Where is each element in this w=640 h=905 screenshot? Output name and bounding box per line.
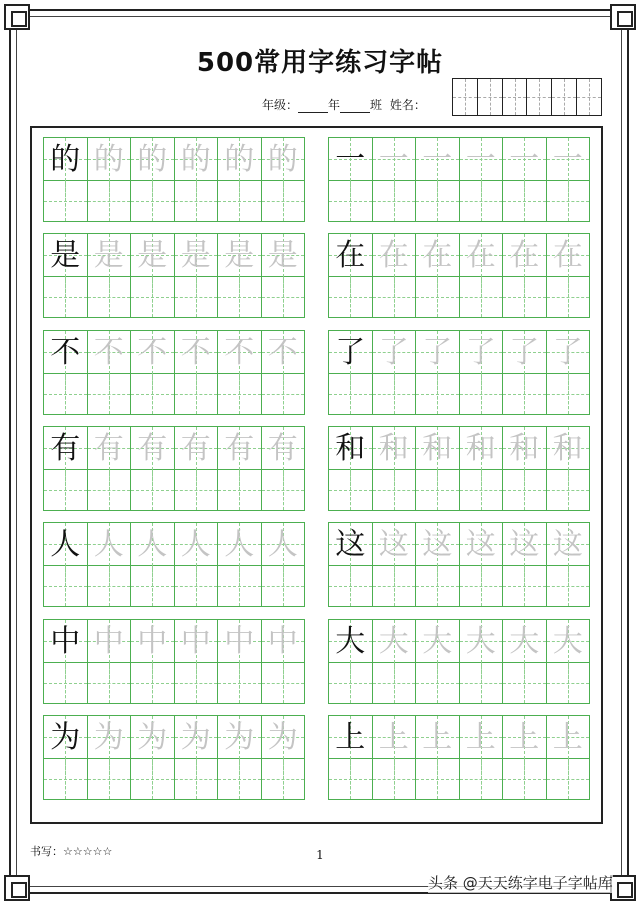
trace-character-cell[interactable]	[503, 234, 547, 317]
model-character: 在	[335, 238, 366, 273]
trace-character-cell[interactable]	[88, 716, 132, 799]
student-info-line	[262, 96, 426, 113]
class-label: 班	[370, 98, 383, 112]
trace-character: 一	[422, 142, 453, 177]
trace-character-cell[interactable]	[262, 716, 305, 799]
trace-character-cell[interactable]	[218, 331, 262, 414]
model-character-cell[interactable]	[329, 331, 373, 414]
trace-character-cell[interactable]	[460, 427, 504, 510]
trace-character-cell[interactable]	[460, 234, 504, 317]
trace-character: 中	[267, 624, 298, 659]
trace-character: 和	[422, 431, 453, 466]
trace-character: 的	[180, 142, 211, 177]
trace-character: 不	[267, 335, 298, 370]
model-character: 有	[50, 431, 81, 466]
practice-row-了	[328, 330, 590, 415]
trace-character: 在	[465, 238, 496, 273]
trace-character: 这	[378, 527, 409, 562]
grade-blank[interactable]	[298, 100, 328, 113]
trace-character: 这	[552, 527, 583, 562]
trace-character: 不	[224, 335, 255, 370]
trace-character: 上	[552, 720, 583, 755]
corner-ornament-top-left	[4, 4, 30, 30]
model-character-cell[interactable]	[44, 523, 88, 606]
trace-character: 为	[267, 720, 298, 755]
trace-character-cell[interactable]	[460, 716, 504, 799]
trace-character: 有	[180, 431, 211, 466]
trace-character: 中	[137, 624, 168, 659]
model-character-cell[interactable]	[44, 427, 88, 510]
trace-character-cell[interactable]	[460, 138, 504, 221]
trace-character-cell[interactable]	[262, 620, 305, 703]
practice-row-这	[328, 522, 590, 607]
trace-character-cell[interactable]	[373, 234, 417, 317]
trace-character: 是	[224, 238, 255, 273]
trace-character: 大	[422, 624, 453, 659]
trace-character: 上	[378, 720, 409, 755]
trace-character-cell[interactable]	[175, 716, 219, 799]
trace-character: 为	[180, 720, 211, 755]
trace-character: 大	[552, 624, 583, 659]
trace-character-cell[interactable]	[503, 138, 547, 221]
trace-character-cell[interactable]	[262, 234, 305, 317]
trace-character: 和	[465, 431, 496, 466]
model-character-cell[interactable]	[44, 234, 88, 317]
practice-row-不	[43, 330, 305, 415]
trace-character-cell[interactable]	[175, 523, 219, 606]
trace-character: 是	[267, 238, 298, 273]
trace-character-cell[interactable]	[88, 523, 132, 606]
practice-row-人	[43, 522, 305, 607]
model-character: 一	[335, 142, 366, 177]
trace-character-cell[interactable]	[175, 331, 219, 414]
trace-character-cell[interactable]	[88, 427, 132, 510]
trace-character-cell[interactable]	[460, 523, 504, 606]
name-writing-box[interactable]	[452, 78, 602, 116]
practice-row-是	[43, 233, 305, 318]
practice-row-在	[328, 233, 590, 318]
trace-character-cell[interactable]	[547, 620, 590, 703]
trace-character: 上	[509, 720, 540, 755]
trace-character: 一	[552, 142, 583, 177]
trace-character: 的	[93, 142, 124, 177]
trace-character-cell[interactable]	[175, 427, 219, 510]
trace-character: 了	[552, 335, 583, 370]
model-character-cell[interactable]	[329, 716, 373, 799]
trace-character: 了	[378, 335, 409, 370]
practice-row-为	[43, 715, 305, 800]
class-blank[interactable]	[340, 100, 370, 113]
trace-character-cell[interactable]	[373, 427, 417, 510]
trace-character-cell[interactable]	[416, 620, 460, 703]
trace-character-cell[interactable]	[547, 427, 590, 510]
model-character: 为	[50, 720, 81, 755]
trace-character-cell[interactable]	[175, 138, 219, 221]
name-box-cell[interactable]	[577, 79, 601, 115]
trace-character-cell[interactable]	[503, 331, 547, 414]
trace-character: 在	[378, 238, 409, 273]
rating-label: 书写：☆☆☆☆☆	[30, 845, 113, 858]
practice-row-上	[328, 715, 590, 800]
model-character-cell[interactable]	[44, 620, 88, 703]
trace-character-cell[interactable]	[88, 331, 132, 414]
watermark: 头条 @天天练字电子字帖库	[428, 874, 613, 892]
trace-character-cell[interactable]	[262, 427, 305, 510]
corner-ornament-top-right	[610, 4, 636, 30]
trace-character: 有	[224, 431, 255, 466]
model-character: 和	[335, 431, 366, 466]
trace-character-cell[interactable]	[416, 331, 460, 414]
trace-character: 有	[137, 431, 168, 466]
trace-character-cell[interactable]	[218, 234, 262, 317]
trace-character: 在	[422, 238, 453, 273]
trace-character: 为	[224, 720, 255, 755]
practice-row-大	[328, 619, 590, 704]
trace-character: 和	[509, 431, 540, 466]
trace-character: 的	[267, 142, 298, 177]
trace-character-cell[interactable]	[503, 523, 547, 606]
trace-character-cell[interactable]	[373, 620, 417, 703]
trace-character-cell[interactable]	[88, 138, 132, 221]
trace-character: 一	[378, 142, 409, 177]
trace-character: 上	[422, 720, 453, 755]
trace-character: 为	[93, 720, 124, 755]
trace-character: 人	[267, 527, 298, 562]
trace-character: 和	[552, 431, 583, 466]
trace-character-cell[interactable]	[262, 523, 305, 606]
trace-character-cell[interactable]	[88, 620, 132, 703]
practice-row-中	[43, 619, 305, 704]
trace-character-cell[interactable]	[373, 138, 417, 221]
trace-character: 这	[465, 527, 496, 562]
trace-character: 不	[137, 335, 168, 370]
model-character: 不	[50, 335, 81, 370]
name-label: 姓名：	[389, 98, 426, 112]
trace-character-cell[interactable]	[416, 138, 460, 221]
model-character: 人	[50, 527, 81, 562]
trace-character: 不	[93, 335, 124, 370]
model-character-cell[interactable]	[329, 138, 373, 221]
practice-row-有	[43, 426, 305, 511]
page-title: 500常用字练习字帖	[196, 48, 444, 78]
trace-character-cell[interactable]	[547, 523, 590, 606]
model-character: 的	[50, 142, 81, 177]
trace-character-cell[interactable]	[416, 234, 460, 317]
trace-character: 是	[180, 238, 211, 273]
trace-character-cell[interactable]	[88, 234, 132, 317]
trace-character-cell[interactable]	[373, 716, 417, 799]
trace-character: 不	[180, 335, 211, 370]
trace-character: 人	[93, 527, 124, 562]
trace-character-cell[interactable]	[131, 138, 175, 221]
name-box-cell[interactable]	[527, 79, 552, 115]
trace-character-cell[interactable]	[131, 427, 175, 510]
trace-character: 在	[552, 238, 583, 273]
trace-character: 中	[180, 624, 211, 659]
trace-character-cell[interactable]	[131, 716, 175, 799]
trace-character: 了	[422, 335, 453, 370]
name-box-cell[interactable]	[478, 79, 503, 115]
trace-character-cell[interactable]	[503, 427, 547, 510]
trace-character: 为	[137, 720, 168, 755]
trace-character: 是	[93, 238, 124, 273]
model-character-cell[interactable]	[329, 523, 373, 606]
model-character: 大	[335, 624, 366, 659]
page-number: 1	[316, 848, 324, 862]
trace-character-cell[interactable]	[373, 331, 417, 414]
trace-character-cell[interactable]	[131, 523, 175, 606]
model-character: 上	[335, 720, 366, 755]
trace-character: 了	[509, 335, 540, 370]
trace-character-cell[interactable]	[503, 716, 547, 799]
trace-character-cell[interactable]	[218, 427, 262, 510]
trace-character: 了	[465, 335, 496, 370]
trace-character-cell[interactable]	[547, 234, 590, 317]
trace-character-cell[interactable]	[547, 716, 590, 799]
model-character: 了	[335, 335, 366, 370]
trace-character-cell[interactable]	[373, 523, 417, 606]
trace-character: 有	[267, 431, 298, 466]
model-character-cell[interactable]	[44, 716, 88, 799]
practice-row-和	[328, 426, 590, 511]
grade-label: 年级：	[262, 98, 299, 112]
trace-character-cell[interactable]	[131, 331, 175, 414]
trace-character: 有	[93, 431, 124, 466]
trace-character-cell[interactable]	[547, 138, 590, 221]
trace-character: 人	[137, 527, 168, 562]
corner-ornament-bottom-left	[4, 875, 30, 901]
trace-character: 上	[465, 720, 496, 755]
trace-character: 是	[137, 238, 168, 273]
trace-character-cell[interactable]	[460, 331, 504, 414]
trace-character: 大	[378, 624, 409, 659]
model-character-cell[interactable]	[44, 138, 88, 221]
model-character-cell[interactable]	[329, 620, 373, 703]
model-character: 中	[50, 624, 81, 659]
trace-character: 人	[180, 527, 211, 562]
model-character-cell[interactable]	[329, 234, 373, 317]
corner-ornament-bottom-right	[610, 875, 636, 901]
trace-character: 一	[465, 142, 496, 177]
trace-character: 的	[137, 142, 168, 177]
trace-character-cell[interactable]	[218, 523, 262, 606]
trace-character-cell[interactable]	[175, 234, 219, 317]
name-box-cell[interactable]	[503, 79, 528, 115]
practice-row-一	[328, 137, 590, 222]
trace-character: 这	[509, 527, 540, 562]
trace-character-cell[interactable]	[218, 716, 262, 799]
trace-character-cell[interactable]	[175, 620, 219, 703]
trace-character-cell[interactable]	[547, 331, 590, 414]
name-box-cell[interactable]	[552, 79, 577, 115]
trace-character: 中	[93, 624, 124, 659]
trace-character-cell[interactable]	[262, 138, 305, 221]
model-character: 是	[50, 238, 81, 273]
trace-character: 和	[378, 431, 409, 466]
trace-character-cell[interactable]	[131, 620, 175, 703]
trace-character: 中	[224, 624, 255, 659]
name-box-cell[interactable]	[453, 79, 478, 115]
trace-character-cell[interactable]	[416, 427, 460, 510]
trace-character-cell[interactable]	[218, 138, 262, 221]
model-character-cell[interactable]	[329, 427, 373, 510]
model-character: 这	[335, 527, 366, 562]
year-label: 年	[328, 98, 341, 112]
practice-row-的	[43, 137, 305, 222]
trace-character-cell[interactable]	[416, 523, 460, 606]
trace-character: 一	[509, 142, 540, 177]
trace-character: 的	[224, 142, 255, 177]
trace-character-cell[interactable]	[503, 620, 547, 703]
trace-character: 在	[509, 238, 540, 273]
model-character-cell[interactable]	[44, 331, 88, 414]
trace-character: 大	[509, 624, 540, 659]
trace-character: 这	[422, 527, 453, 562]
trace-character-cell[interactable]	[262, 331, 305, 414]
trace-character-cell[interactable]	[218, 620, 262, 703]
trace-character-cell[interactable]	[131, 234, 175, 317]
trace-character-cell[interactable]	[416, 716, 460, 799]
trace-character: 人	[224, 527, 255, 562]
trace-character: 大	[465, 624, 496, 659]
trace-character-cell[interactable]	[460, 620, 504, 703]
